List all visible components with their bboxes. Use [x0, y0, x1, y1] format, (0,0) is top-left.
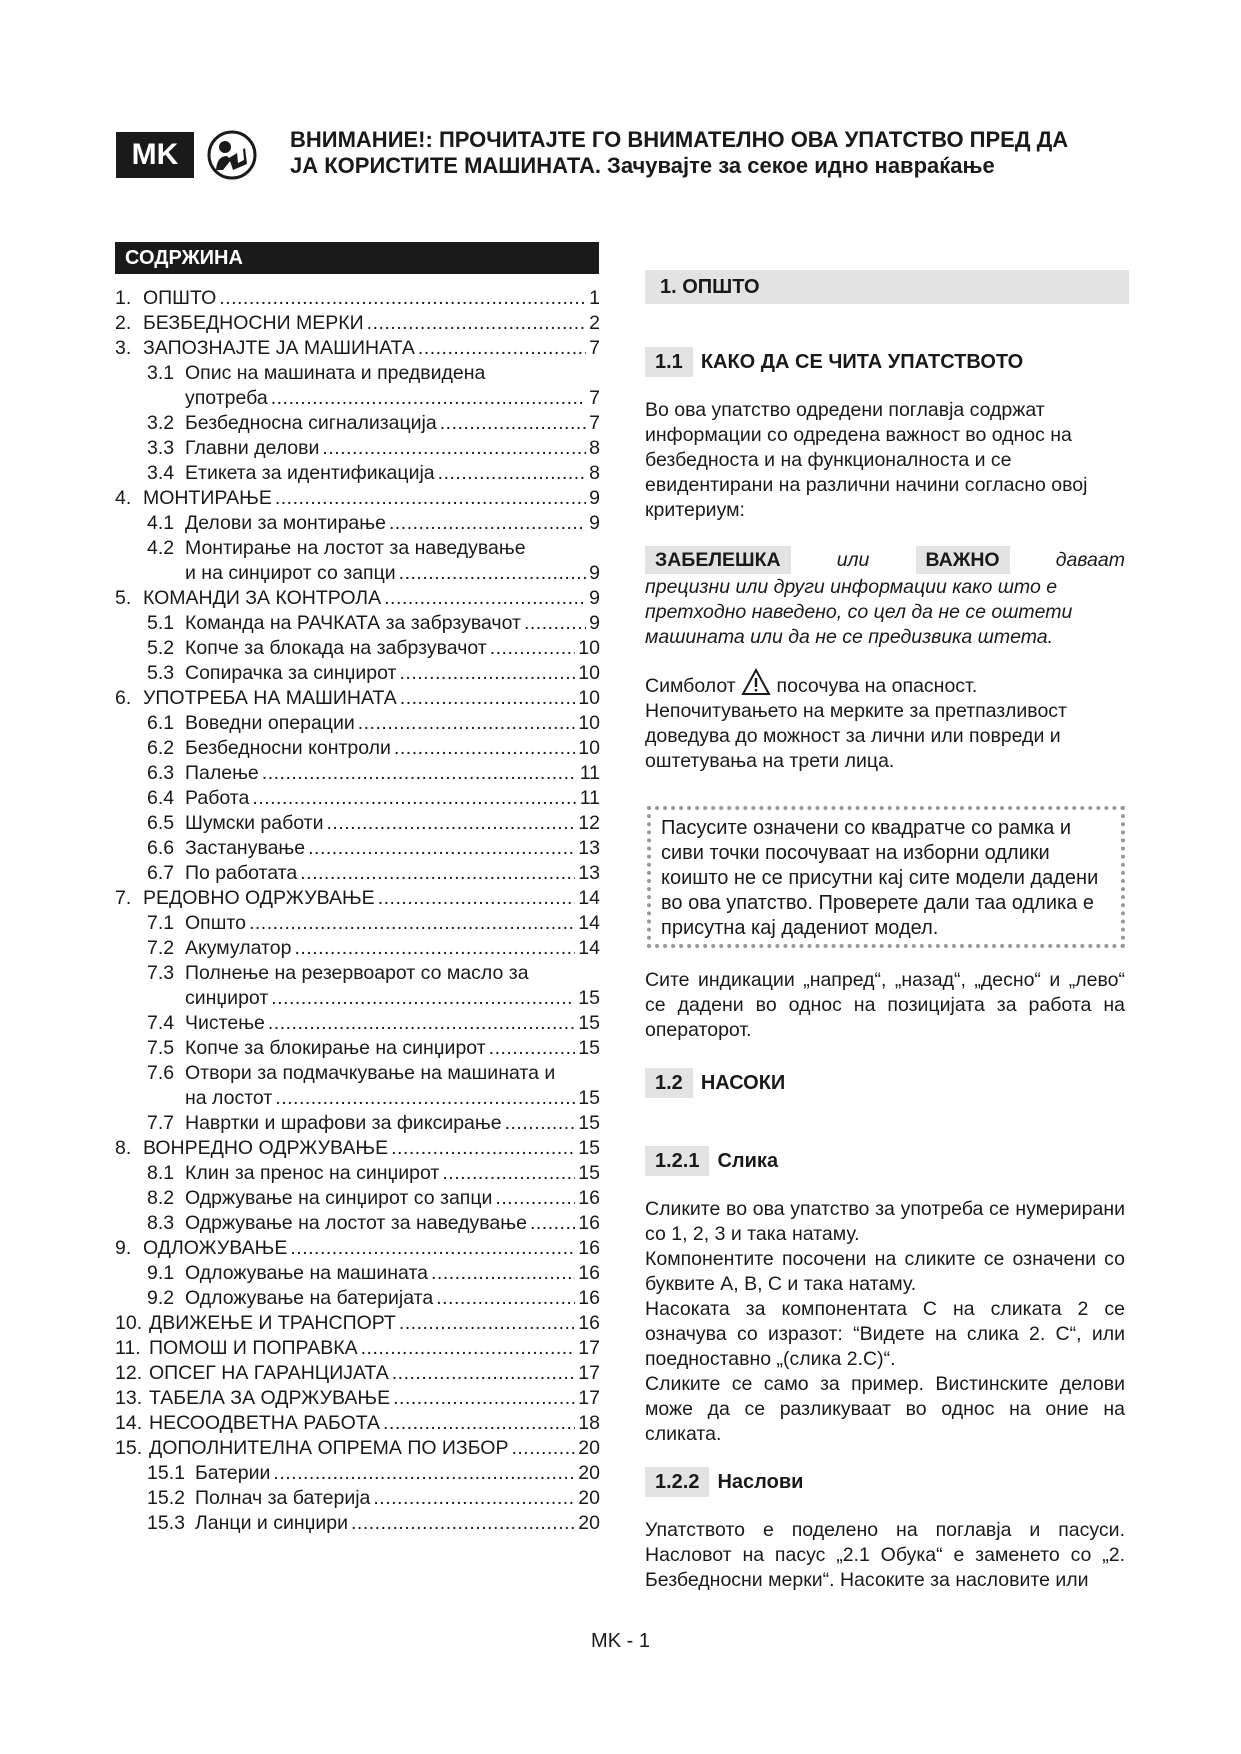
- toc-entry-page: 7: [589, 387, 600, 409]
- toc-entry-page: 13: [578, 837, 600, 859]
- toc-entry-label: Акумулатор: [185, 937, 292, 959]
- toc-entry[interactable]: [115, 612, 600, 637]
- toc-leader-dots: [524, 612, 586, 635]
- toc-entry-number: 4.1: [147, 512, 175, 534]
- toc-leader-dots: [392, 1362, 576, 1385]
- titles-text: Упатството е поделено на поглавја и пасуси. Насловот на пасус „2.1 Обука“ е заменето со „2. Безбедносни мерки“. Насоките за насловите или: [645, 1519, 1125, 1591]
- toc-entry-page: 16: [578, 1312, 600, 1334]
- toc-entry-number: 12.: [115, 1362, 143, 1384]
- toc-entry-page: 7: [589, 412, 600, 434]
- toc-leader-dots: [442, 1162, 575, 1185]
- toc-entry-page: 10: [578, 737, 600, 759]
- warning-triangle-icon: [741, 668, 771, 696]
- toc-entry-label: Етикета за идентификација: [185, 462, 435, 484]
- toc-entry-page: 15: [578, 1037, 600, 1059]
- toc-entry-label: Одржување на синџирот со запци: [185, 1187, 493, 1209]
- toc-entry-label: Шумски работи: [185, 812, 324, 834]
- toc-entry-label: Безбедносна сигнализација: [185, 412, 437, 434]
- section-title: Слика: [717, 1149, 779, 1172]
- toc-entry-number: 6.6: [147, 837, 175, 859]
- toc-entry[interactable]: [115, 437, 600, 462]
- toc-leader-dots: [399, 1312, 575, 1335]
- toc-entry-number: 6.5: [147, 812, 175, 834]
- note-paragraph: [645, 545, 1125, 650]
- toc-entry-number: 5.3: [147, 662, 175, 684]
- toc-entry-page: 12: [578, 812, 600, 834]
- symbol-paragraph: [645, 668, 1125, 774]
- toc-leader-dots: [271, 987, 575, 1010]
- optional-feature-box: [647, 806, 1125, 948]
- toc-entry-number: 9.: [115, 1237, 132, 1259]
- toc-entry-number: 6.3: [147, 762, 175, 784]
- note-text: прецизни или други информации како што е претходно наведено, со цел да не се оштети машината или да не се предизвика штета.: [645, 576, 1073, 648]
- toc-entry-label: Монтирање на лостот за наведување: [185, 537, 526, 559]
- toc-leader-dots: [436, 1287, 575, 1310]
- important-tag: ВАЖНО: [916, 546, 1010, 574]
- toc-entry[interactable]: [115, 412, 600, 437]
- toc-leader-dots: [505, 1112, 576, 1135]
- toc-entry-page: 2: [589, 312, 600, 334]
- page-number: MK - 1: [591, 1630, 650, 1652]
- toc-entry-label: ОПШТО: [143, 287, 217, 309]
- toc-entry-page: 17: [578, 1362, 600, 1384]
- toc-leader-dots: [399, 562, 586, 585]
- toc-entry-page: 11: [579, 787, 600, 809]
- toc-entry-label: синџирот: [185, 987, 269, 1009]
- toc-leader-dots: [384, 587, 586, 610]
- toc-entry-number: 15.: [115, 1437, 143, 1459]
- toc-entry-label: Застанување: [185, 837, 306, 859]
- toc-entry-number: 4.: [115, 487, 132, 509]
- toc-leader-dots: [361, 1337, 576, 1360]
- toc-entry-number: 5.2: [147, 637, 175, 659]
- toc-entry-page: 10: [578, 662, 600, 684]
- section-number: 1.2.2: [645, 1467, 709, 1497]
- toc-leader-dots: [418, 337, 586, 360]
- toc-entry-page: 20: [578, 1462, 600, 1484]
- toc-entry-number: 7.3: [147, 962, 175, 984]
- toc-entry-label: Полнач за батерија: [195, 1487, 371, 1509]
- titles-paragraph: [645, 1518, 1125, 1593]
- toc-entry-label: употреба: [185, 387, 268, 409]
- toc-leader-dots: [271, 387, 586, 410]
- toc-entry[interactable]: [115, 1387, 600, 1412]
- toc-entry[interactable]: [115, 812, 600, 837]
- toc-entry-page: 8: [589, 462, 600, 484]
- toc-entry-page: 17: [578, 1387, 600, 1409]
- toc-entry[interactable]: [115, 387, 600, 412]
- toc-entry-number: 7.7: [147, 1112, 175, 1134]
- toc-entry-page: 10: [578, 712, 600, 734]
- toc-entry[interactable]: [115, 937, 600, 962]
- toc-entry-label: Команда на РАЧКАТА за забрзувачот: [185, 612, 521, 634]
- toc-entry-label: Копче за блокада на забрзувачот: [185, 637, 487, 659]
- toc-entry-label: Сопирачка за синџирот: [185, 662, 397, 684]
- toc-entry[interactable]: [115, 337, 600, 362]
- section-number: 1.2: [645, 1068, 693, 1098]
- toc-entry-label: Главни делови: [185, 437, 320, 459]
- toc-entry-label: Работа: [185, 787, 250, 809]
- toc-entry-number: 5.1: [147, 612, 175, 634]
- toc-entry[interactable]: [115, 1012, 600, 1037]
- toc-entry[interactable]: [115, 1487, 600, 1512]
- toc-entry-number: 1.: [115, 287, 132, 309]
- toc-entry-page: 16: [578, 1187, 600, 1209]
- toc-entry-page: 16: [578, 1237, 600, 1259]
- toc-entry-label: Општо: [185, 912, 246, 934]
- toc-entry[interactable]: [115, 1137, 600, 1162]
- toc-entry-number: 8.1: [147, 1162, 175, 1184]
- toc-entry-label: Воведни операции: [185, 712, 355, 734]
- toc-title: СОДРЖИНА: [115, 242, 599, 274]
- toc-entry-page: 17: [578, 1337, 600, 1359]
- toc-entry-number: 14.: [115, 1412, 143, 1434]
- toc-entry-page: 20: [578, 1437, 600, 1459]
- reader-icon: [207, 130, 257, 180]
- toc-entry-label: ЗАПОЗНАЈТЕ ЈА МАШИНАТА: [143, 337, 415, 359]
- toc-entry-label: Батерии: [195, 1462, 271, 1484]
- symbol-text: Непочитувањето на мерките за претпазливост доведува до можност за лични или повреди и оштетувања на трети лица.: [645, 700, 1067, 772]
- toc-entry[interactable]: [115, 887, 600, 912]
- toc-entry[interactable]: [115, 862, 600, 887]
- toc-entry-label: ВОНРЕДНО ОДРЖУВАЊЕ: [143, 1137, 389, 1159]
- toc-leader-dots: [308, 837, 575, 860]
- toc-entry-number: 8.2: [147, 1187, 175, 1209]
- toc-entry-number: 4.2: [147, 537, 175, 559]
- toc-entry-number: 8.3: [147, 1212, 175, 1234]
- toc-entry-label: ПОМОШ И ПОПРАВКА: [149, 1337, 358, 1359]
- toc-entry-number: 15.2: [147, 1487, 185, 1509]
- toc-leader-dots: [438, 462, 586, 485]
- toc-entry[interactable]: [115, 737, 600, 762]
- toc-entry-label: Чистење: [185, 1012, 265, 1034]
- toc-entry[interactable]: [115, 1362, 600, 1387]
- toc-entry[interactable]: [115, 962, 600, 987]
- toc-entry-label: Одржување на лостот за наведување: [185, 1212, 527, 1234]
- toc-entry-page: 9: [589, 562, 600, 584]
- toc-entry-page: 13: [578, 862, 600, 884]
- toc-entry-label: МОНТИРАЊЕ: [143, 487, 272, 509]
- toc-entry[interactable]: [115, 312, 600, 337]
- toc-entry-number: 2.: [115, 312, 132, 334]
- toc-leader-dots: [268, 1012, 575, 1035]
- toc-entry[interactable]: [115, 1162, 600, 1187]
- toc-entry-number: 3.3: [147, 437, 175, 459]
- symbol-pre: Симболот: [645, 675, 736, 697]
- toc-entry[interactable]: [115, 912, 600, 937]
- toc-entry[interactable]: [115, 1462, 600, 1487]
- toc-leader-dots: [373, 1487, 575, 1510]
- toc-leader-dots: [300, 862, 575, 885]
- toc-leader-dots: [249, 912, 575, 935]
- toc-entry-label: Одложување на машината: [185, 1262, 429, 1284]
- toc-leader-dots: [394, 737, 575, 760]
- toc-entry-label: и на синџирот со запци: [185, 562, 396, 584]
- toc-entry-page: 15: [578, 1137, 600, 1159]
- toc-entry-page: 10: [578, 637, 600, 659]
- toc-leader-dots: [495, 1187, 575, 1210]
- toc-leader-dots: [351, 1512, 575, 1535]
- toc-entry-label: ОПСЕГ НА ГАРАНЦИЈАТА: [149, 1362, 389, 1384]
- toc-entry-number: 6.2: [147, 737, 175, 759]
- toc-entry-page: 15: [578, 987, 600, 1009]
- warning-line-1: ВНИМАНИЕ!: ПРОЧИТАЈТЕ ГО ВНИМАТЕЛНО ОВА УПАТСТВО ПРЕД ДА: [290, 127, 1069, 152]
- figures-text-1: Сликите во ова упатство за употреба се нумерирани со 1, 2, 3 и така натаму.: [645, 1198, 1125, 1245]
- toc-entry-label: ДВИЖЕЊЕ И ТРАНСПОРТ: [149, 1312, 396, 1334]
- toc-entry-number: 15.3: [147, 1512, 185, 1534]
- toc-entry-label: Делови за монтирање: [185, 512, 386, 534]
- toc-entry-label: БЕЗБЕДНОСНИ МЕРКИ: [143, 312, 364, 334]
- toc-entry-label: Одложување на батеријата: [185, 1287, 434, 1309]
- toc-entry-page: 9: [589, 612, 600, 634]
- toc-entry-label: Навртки и шрафови за фиксирање: [185, 1112, 502, 1134]
- toc-entry-label: ДОПОЛНИТЕЛНА ОПРЕМА ПО ИЗБОР: [149, 1437, 509, 1459]
- toc-entry-number: 6.7: [147, 862, 175, 884]
- toc-leader-dots: [431, 1262, 575, 1285]
- toc-entry-page: 1: [589, 287, 600, 309]
- toc-leader-dots: [262, 762, 577, 785]
- toc-entry[interactable]: [115, 637, 600, 662]
- toc-entry-number: 6.: [115, 687, 132, 709]
- toc-entry-label: Полнење на резервоарот со масло за: [185, 962, 529, 984]
- toc-leader-dots: [378, 887, 576, 910]
- toc-entry-label: По работата: [185, 862, 298, 884]
- toc-leader-dots: [252, 787, 576, 810]
- toc-entry-label: Безбедносни контроли: [185, 737, 391, 759]
- toc-leader-dots: [273, 1462, 575, 1485]
- toc-entry-number: 10.: [115, 1312, 143, 1334]
- toc-leader-dots: [391, 1137, 575, 1160]
- toc-entry[interactable]: [115, 1037, 600, 1062]
- toc-leader-dots: [383, 1412, 575, 1435]
- toc-entry[interactable]: [115, 787, 600, 812]
- toc-entry[interactable]: [115, 462, 600, 487]
- toc-leader-dots: [530, 1212, 575, 1235]
- toc-entry-page: 20: [578, 1487, 600, 1509]
- toc-leader-dots: [322, 437, 586, 460]
- toc-leader-dots: [290, 1237, 575, 1260]
- section-1-2-1-heading: [645, 1146, 778, 1176]
- toc-entry[interactable]: [115, 1512, 600, 1537]
- section-1-2-heading: [645, 1068, 785, 1098]
- toc-entry-page: 15: [578, 1162, 600, 1184]
- toc-entry-label: Ланци и синџири: [195, 1512, 349, 1534]
- section-number: 1.2.1: [645, 1146, 709, 1176]
- symbol-post: посочува на опасност.: [776, 675, 978, 697]
- toc-leader-dots: [489, 1037, 576, 1060]
- toc-entry-number: 6.1: [147, 712, 175, 734]
- toc-entry[interactable]: [115, 487, 600, 512]
- toc-entry-label: НЕСООДВЕТНА РАБОТА: [149, 1412, 381, 1434]
- toc-entry-page: 7: [589, 337, 600, 359]
- toc-leader-dots: [358, 712, 576, 735]
- toc-leader-dots: [327, 812, 576, 835]
- toc-entry[interactable]: [115, 512, 600, 537]
- toc-entry[interactable]: [115, 1212, 600, 1237]
- toc-entry-number: 15.1: [147, 1462, 185, 1484]
- toc-entry-number: 7.: [115, 887, 132, 909]
- section-title: Наслови: [717, 1470, 804, 1493]
- figures-text-2: Компонентите посочени на сликите се означени со буквите A, B, C и така натаму.: [645, 1248, 1125, 1295]
- optional-feature-text: Пасусите означени со квадратче со рамка и сиви точки посочуваат на изборни одлики коишто не се присутни кај сите модели дадени во ова упатство. Проверете дали таа одлика е присутна кај дадениот модел.: [661, 817, 1099, 939]
- toc-entry-number: 3.4: [147, 462, 175, 484]
- section-1-heading: 1. ОПШТО: [645, 270, 1129, 304]
- toc-entry[interactable]: [115, 987, 600, 1012]
- toc-entry-number: 11.: [115, 1337, 141, 1359]
- note-tag: ЗАБЕЛЕШКА: [645, 546, 791, 574]
- toc-entry-number: 6.4: [147, 787, 175, 809]
- toc-leader-dots: [275, 1087, 575, 1110]
- toc-entry-page: 15: [578, 1012, 600, 1034]
- toc-entry-page: 8: [589, 437, 600, 459]
- toc-entry[interactable]: [115, 1112, 600, 1137]
- toc-entry-page: 9: [589, 512, 600, 534]
- toc-entry-number: 7.2: [147, 937, 175, 959]
- toc-entry[interactable]: [115, 362, 600, 387]
- warning-header: [290, 127, 1190, 179]
- toc-entry-number: 7.5: [147, 1037, 175, 1059]
- toc-entry-page: 9: [589, 487, 600, 509]
- paragraph: [645, 398, 1125, 523]
- toc-leader-dots: [367, 312, 586, 335]
- toc-leader-dots: [393, 1387, 575, 1410]
- toc-entry[interactable]: [115, 562, 600, 587]
- toc-entry[interactable]: [115, 662, 600, 687]
- toc-entry-label: на лостот: [185, 1087, 273, 1109]
- give-text: даваат: [1055, 548, 1125, 571]
- toc-entry-number: 3.: [115, 337, 132, 359]
- toc-entry[interactable]: [115, 1412, 600, 1437]
- toc-entry-number: 7.4: [147, 1012, 175, 1034]
- figures-text-4: Сликите се само за пример. Вистинските делови може да се разликуваат во однос на оние на сликата.: [645, 1373, 1125, 1445]
- toc-entry[interactable]: [115, 537, 600, 562]
- toc-entry-number: 7.1: [147, 912, 175, 934]
- toc-entry-page: 16: [578, 1262, 600, 1284]
- toc-entry-label: КОМАНДИ ЗА КОНТРОЛА: [143, 587, 382, 609]
- toc-entry-number: 3.2: [147, 412, 175, 434]
- figures-paragraph: [645, 1197, 1125, 1447]
- toc-entry-label: Палење: [185, 762, 259, 784]
- toc-entry-page: 14: [578, 912, 600, 934]
- toc-entry-label: ОДЛОЖУВАЊЕ: [143, 1237, 288, 1259]
- toc-entry-page: 16: [578, 1287, 600, 1309]
- toc-leader-dots: [400, 662, 576, 685]
- toc-entry[interactable]: [115, 287, 600, 312]
- direction-paragraph: [645, 968, 1125, 1043]
- toc-entry-number: 3.1: [147, 362, 175, 384]
- toc-entry-number: 5.: [115, 587, 132, 609]
- toc-leader-dots: [389, 512, 586, 535]
- toc-entry-page: 15: [578, 1087, 600, 1109]
- toc-entry[interactable]: [115, 762, 600, 787]
- toc-entry[interactable]: [115, 587, 600, 612]
- toc-entry-page: 16: [578, 1212, 600, 1234]
- toc-entry-number: 9.1: [147, 1262, 175, 1284]
- language-badge: MK: [116, 132, 194, 178]
- figures-text-3: Насоката за компонентата C на сликата 2 се означува со изразот: “Видете на слика 2. C“, или поедноставно „(слика 2.C)“.: [645, 1298, 1125, 1370]
- toc-entry-page: 20: [578, 1512, 600, 1534]
- toc-entry-label: ТАБЕЛА ЗА ОДРЖУВАЊЕ: [149, 1387, 391, 1409]
- toc-entry[interactable]: [115, 687, 600, 712]
- toc-entry-label: Клин за пренос на синџирот: [185, 1162, 440, 1184]
- toc-leader-dots: [511, 1437, 575, 1460]
- section-title: НАСОКИ: [700, 1071, 786, 1094]
- or-text: или: [836, 548, 870, 571]
- toc-entry-page: 11: [579, 762, 600, 784]
- toc-entry-page: 18: [578, 1412, 600, 1434]
- toc-entry-page: 10: [578, 687, 600, 709]
- toc-entry-page: 15: [578, 1112, 600, 1134]
- toc-entry[interactable]: [115, 1237, 600, 1262]
- toc-leader-dots: [490, 637, 576, 660]
- section-title: КАКО ДА СЕ ЧИТА УПАТСТВОТО: [700, 350, 1024, 373]
- section-1-2-2-heading: [645, 1467, 803, 1497]
- toc-entry-number: 7.6: [147, 1062, 175, 1084]
- toc-leader-dots: [219, 287, 586, 310]
- table-of-contents: [115, 287, 600, 1537]
- toc-leader-dots: [440, 412, 586, 435]
- paragraph-text: Во ова упатство одредени поглавја содржат информации со одредена важност во однос на безбедноста и на функционалноста и се евидентирани на различни начини согласно овој критериум:: [645, 399, 1088, 521]
- toc-entry[interactable]: [115, 1187, 600, 1212]
- toc-entry[interactable]: [115, 1437, 600, 1462]
- section-1-1-heading: [645, 347, 1023, 377]
- toc-entry[interactable]: [115, 1262, 600, 1287]
- toc-entry-page: 9: [589, 587, 600, 609]
- toc-entry-page: 14: [578, 887, 600, 909]
- toc-leader-dots: [275, 487, 586, 510]
- toc-entry-label: Опис на машината и предвидена: [185, 362, 486, 384]
- toc-entry[interactable]: [115, 712, 600, 737]
- toc-entry[interactable]: [115, 1312, 600, 1337]
- toc-leader-dots: [294, 937, 575, 960]
- section-number: 1.1: [645, 347, 693, 377]
- toc-entry-number: 9.2: [147, 1287, 175, 1309]
- toc-entry-label: УПОТРЕБА НА МАШИНАТА: [143, 687, 397, 709]
- toc-entry-label: Отвори за подмачкување на машината и: [185, 1062, 556, 1084]
- toc-entry[interactable]: [115, 1337, 600, 1362]
- toc-entry[interactable]: [115, 1287, 600, 1312]
- warning-line-2: ЈА КОРИСТИТЕ МАШИНАТА. Зачувајте за секое идно навраќање: [290, 153, 995, 178]
- toc-entry-number: 13.: [115, 1387, 143, 1409]
- toc-entry[interactable]: [115, 1087, 600, 1112]
- toc-entry-label: Копче за блокирање на синџирот: [185, 1037, 486, 1059]
- toc-entry-number: 8.: [115, 1137, 132, 1159]
- toc-entry[interactable]: [115, 837, 600, 862]
- toc-entry-page: 14: [578, 937, 600, 959]
- toc-entry[interactable]: [115, 1062, 600, 1087]
- toc-entry-label: РЕДОВНО ОДРЖУВАЊЕ: [143, 887, 375, 909]
- toc-leader-dots: [400, 687, 576, 710]
- direction-text: Сите индикации „напред“, „назад“, „десно“ и „лево“ се дадени во однос на позицијата за работа на операторот.: [645, 969, 1125, 1041]
